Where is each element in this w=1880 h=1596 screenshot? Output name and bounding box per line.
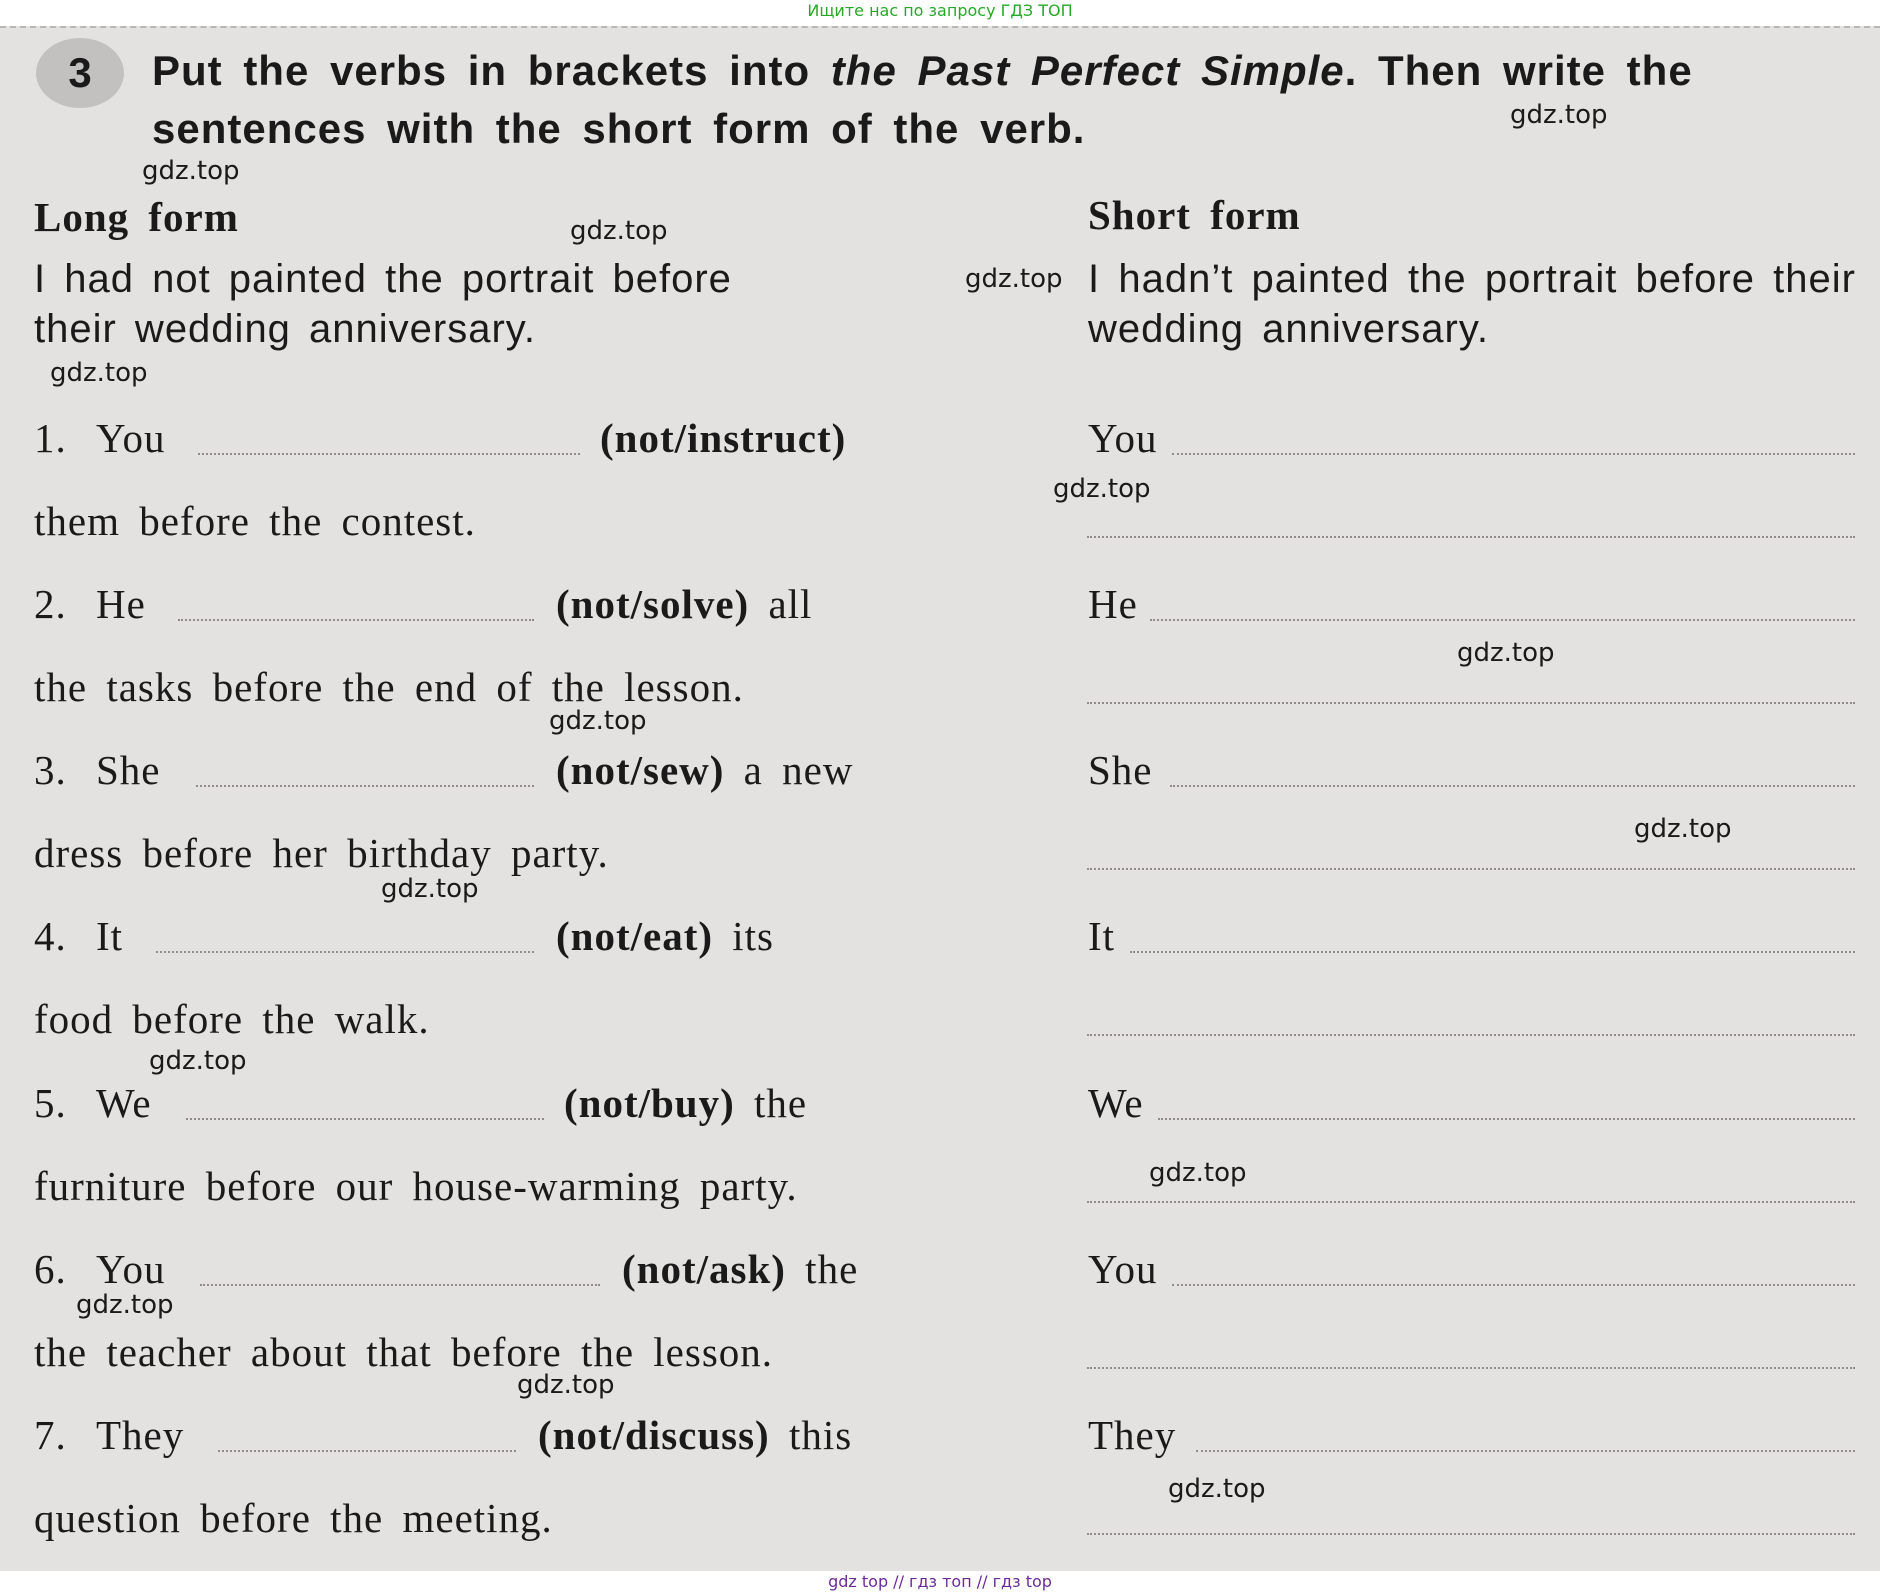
item-3-after: a new xyxy=(743,747,854,793)
item-1-answer-line-1[interactable] xyxy=(1172,453,1855,455)
item-5-answer-line-1[interactable] xyxy=(1158,1118,1855,1120)
item-4-answer-line-1[interactable] xyxy=(1130,951,1855,953)
item-1-subject: You xyxy=(96,415,166,461)
item-7-blank[interactable] xyxy=(218,1450,516,1452)
item-7-verb: (not/discuss) xyxy=(538,1412,770,1458)
watermark: gdz.top xyxy=(142,156,240,186)
watermark: gdz.top xyxy=(1149,1158,1247,1188)
item-7-subject: They xyxy=(96,1412,185,1458)
short-form-heading: Short form xyxy=(1088,192,1301,238)
item-7-verb-phrase xyxy=(538,1411,852,1459)
watermark: gdz.top xyxy=(549,706,647,736)
item-6-verb: (not/ask) xyxy=(622,1246,786,1292)
item-2-verb: (not/solve) xyxy=(556,581,750,627)
item-7-answer-line-2[interactable] xyxy=(1087,1533,1855,1535)
item-2-answer-line-1[interactable] xyxy=(1150,619,1855,621)
example-long-form: I had not painted the portrait before their wedding anniversary. xyxy=(34,257,732,351)
item-2-subject: He xyxy=(96,581,146,627)
item-6-answer-line-1[interactable] xyxy=(1172,1284,1855,1286)
item-3-answer-subject: She xyxy=(1088,747,1153,793)
item-6-answer-line-2[interactable] xyxy=(1087,1367,1855,1369)
watermark: gdz.top xyxy=(1634,814,1732,844)
watermark: gdz.top xyxy=(570,216,668,246)
task-instruction-part2: . Then write the sentences with the short form of the verb. xyxy=(152,47,1693,152)
task-instruction-tense: the Past Perfect Simple xyxy=(830,47,1345,94)
top-banner: Ищите нас по запросу ГДЗ ТОП xyxy=(807,1,1073,20)
example-short-form: I hadn’t painted the portrait before their wedding anniversary. xyxy=(1088,257,1856,351)
item-1-blank[interactable] xyxy=(198,453,580,455)
item-2-blank[interactable] xyxy=(178,619,534,621)
item-4-blank[interactable] xyxy=(156,951,534,953)
long-form-heading: Long form xyxy=(34,194,239,240)
item-1-answer-subject: You xyxy=(1088,415,1158,461)
item-7-continuation: question before the meeting. xyxy=(34,1495,553,1541)
item-5-continuation: furniture before our house-warming party. xyxy=(34,1163,798,1209)
task-instruction-part1: Put the verbs in brackets into xyxy=(152,47,831,94)
item-4-subject: It xyxy=(96,913,124,959)
item-2-verb-phrase xyxy=(556,580,812,628)
item-1-verb: (not/instruct) xyxy=(600,415,847,461)
item-3-subject: She xyxy=(96,747,161,793)
watermark: gdz.top xyxy=(50,358,148,388)
item-3-verb-phrase xyxy=(556,746,853,794)
item-4-verb: (not/eat) xyxy=(556,913,714,959)
task-number-badge: 3 xyxy=(36,38,124,108)
item-5-verb: (not/buy) xyxy=(564,1080,735,1126)
item-3-continuation: dress before her birthday party. xyxy=(34,830,609,876)
watermark: gdz.top xyxy=(1457,638,1555,668)
item-3-verb: (not/sew) xyxy=(556,747,725,793)
watermark: gdz.top xyxy=(149,1046,247,1076)
item-4-answer-line-2[interactable] xyxy=(1087,1034,1855,1036)
watermark: gdz.top xyxy=(381,874,479,904)
bottom-banner: gdz top // гдз топ // гдз top xyxy=(828,1572,1052,1591)
watermark: gdz.top xyxy=(1053,474,1151,504)
item-4-continuation: food before the walk. xyxy=(34,996,430,1042)
item-1-verb-phrase xyxy=(600,414,846,462)
item-5-subject: We xyxy=(96,1080,152,1126)
watermark: gdz.top xyxy=(1510,100,1608,130)
item-1-continuation: them before the contest. xyxy=(34,498,476,544)
item-2-after: all xyxy=(768,581,813,627)
item-5-blank[interactable] xyxy=(186,1118,544,1120)
watermark: gdz.top xyxy=(517,1370,615,1400)
item-6-after: the xyxy=(805,1246,859,1292)
item-5-after: the xyxy=(754,1080,808,1126)
item-6-continuation: the teacher about that before the lesson. xyxy=(34,1329,774,1375)
item-2-number: 2. xyxy=(34,581,67,627)
item-3-answer-line-2[interactable] xyxy=(1087,868,1855,870)
item-2-continuation: the tasks before the end of the lesson. xyxy=(34,664,744,710)
item-2-answer-subject: He xyxy=(1088,581,1138,627)
item-4-number: 4. xyxy=(34,913,67,959)
item-3-blank[interactable] xyxy=(196,785,534,787)
watermark: gdz.top xyxy=(76,1290,174,1320)
watermark: gdz.top xyxy=(965,264,1063,294)
item-5-number: 5. xyxy=(34,1080,67,1126)
item-7-after: this xyxy=(788,1412,853,1458)
item-2-answer-line-2[interactable] xyxy=(1087,702,1855,704)
item-5-verb-phrase xyxy=(564,1079,807,1127)
item-1-number: 1. xyxy=(34,415,67,461)
item-7-answer-subject: They xyxy=(1088,1412,1177,1458)
item-5-answer-line-2[interactable] xyxy=(1087,1201,1855,1203)
item-6-blank[interactable] xyxy=(200,1284,600,1286)
workbook-page xyxy=(0,26,1880,1571)
item-1-answer-line-2[interactable] xyxy=(1087,536,1855,538)
item-6-number: 6. xyxy=(34,1246,67,1292)
item-6-verb-phrase xyxy=(622,1245,858,1293)
item-7-number: 7. xyxy=(34,1412,67,1458)
item-4-after: its xyxy=(732,913,775,959)
item-3-answer-line-1[interactable] xyxy=(1170,785,1855,787)
watermark: gdz.top xyxy=(1168,1474,1266,1504)
item-7-answer-line-1[interactable] xyxy=(1196,1450,1855,1452)
item-3-number: 3. xyxy=(34,747,67,793)
item-6-answer-subject: You xyxy=(1088,1246,1158,1292)
item-5-answer-subject: We xyxy=(1088,1080,1144,1126)
item-4-verb-phrase xyxy=(556,912,774,960)
item-4-answer-subject: It xyxy=(1088,913,1116,959)
item-6-subject: You xyxy=(96,1246,166,1292)
